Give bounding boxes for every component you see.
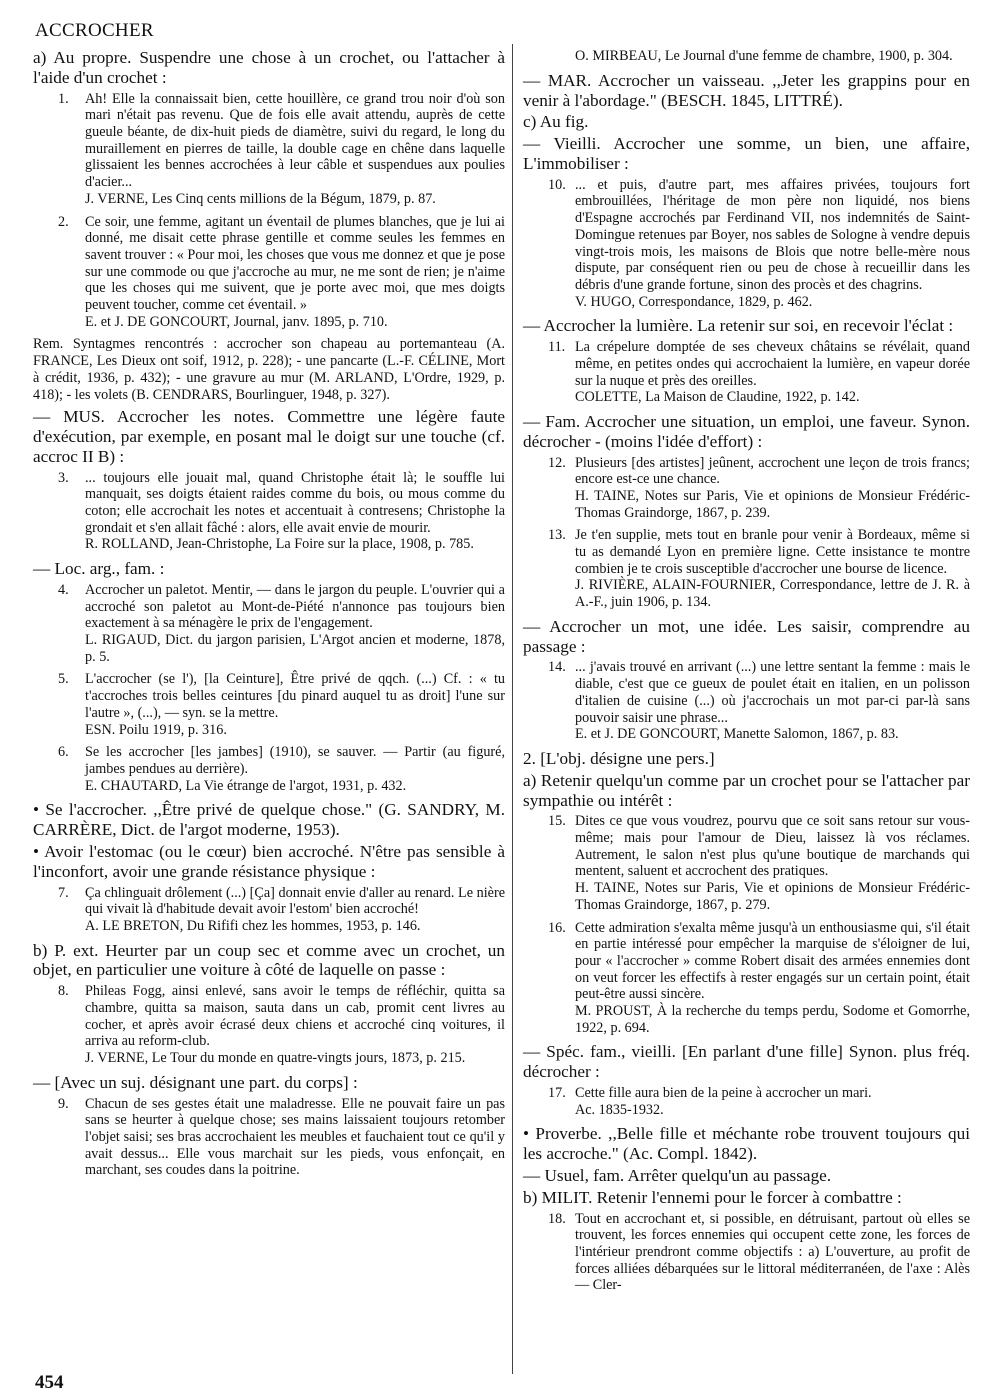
sense-paragraph: — Loc. arg., fam. : (33, 559, 165, 579)
example-text: Phileas Fogg, ainsi enlevé, sans avoir le temps de réfléchir, quitta sa chambre, quitta sa maison, sauta dans un cab, promit cent livres au cocher, et après avoir écrasé deux chiens et accroché cinq voitures, il arriva au reform-club. (85, 983, 505, 1050)
example-number: 17. (548, 1085, 566, 1102)
example-6 (33, 744, 505, 794)
example-source: A. LE BRETON, Du Rififi chez les hommes, 1953, p. 146. (85, 917, 421, 934)
example-15 (523, 813, 970, 913)
example-source: H. TAINE, Notes sur Paris, Vie et opinions de Monsieur Frédéric-Thomas Graindorge, 1867, p. 239. (575, 487, 970, 521)
example-source: L. RIGAUD, Dict. du jargon parisien, L'Argot ancien et moderne, 1878, p. 5. (85, 632, 505, 665)
example-text: Se les accrocher [les jambes] (1910), se sauver. — Partir (au figuré, jambes pendues au derrière). (85, 744, 505, 777)
example-number: 18. (548, 1210, 566, 1227)
example-number: 14. (548, 659, 566, 676)
example-text: Ah! Elle la connaissait bien, cette houillère, ce grand trou noir d'où son mari n'était pas revenu. Que de fois elle avait attendu, auprès de cette gueule béante, de dix-huit pieds de diamètre, suivi du regard, le long du muraillement en pierres de taille, la double cage en chêne dans laquelle glissaient les bennes accrochées à leur câble et suspendues aux poulies d'acier... (85, 90, 505, 191)
example-number: 10. (548, 176, 566, 193)
example-text: Dites ce que vous voudrez, pourvu que ce soit sans retour sur vous-même; mais pour l'amour de Dieu, laissez là vos réclames. Autrement, le salon n'est plus qu'une boutique de marchands qui mentent, saluent et accrochent des pratiques. (575, 813, 970, 880)
example-text: ... et puis, d'autre part, mes affaires privées, toujours fort embrouillées, l'héritage de mon père non liquidé, nos biens d'Espagne accrochés par Ferdinand VII, nos indemnités de Saint-Domingue retenues par Boyer, nos sables de Sologne à vendre depuis vingt-trois mois, les maisons de Blois que notre belle-mère nous dispute, par conséquent rien ou peu de chose à recueillir dans les débris d'une grande fortune, sinon des procès et des chagrins. (575, 176, 970, 293)
example-number: 12. (548, 454, 566, 471)
sense-paragraph: c) Au fig. (523, 112, 589, 132)
example-number: 7. (58, 884, 69, 901)
example-number: 2. (58, 213, 69, 230)
example-5 (33, 671, 505, 738)
sense-paragraph: — Accrocher la lumière. La retenir sur soi, en recevoir l'éclat : (523, 316, 954, 336)
sense-paragraph: — Vieilli. Accrocher une somme, un bien, une affaire, L'immobiliser : (523, 134, 970, 173)
sense-paragraph: a) Au propre. Suspendre une chose à un crochet, ou l'attacher à l'aide d'un crochet : (33, 48, 505, 87)
example-14 (523, 659, 970, 743)
example-source: M. PROUST, À la recherche du temps perdu, Sodome et Gomorrhe, 1922, p. 694. (575, 1003, 970, 1036)
example-2 (33, 214, 505, 331)
example-13 (523, 527, 970, 611)
example-text: ... j'avais trouvé en arrivant (...) une lettre sentant la femme : mais le diable, c'est que ce gueux de poulet était en italien, en un polisson d'italien de cuisine (...) où j'accrochais un mot par-ci par-là sans pouvoir saisir une phrase... (575, 659, 970, 726)
example-text: Je t'en supplie, mets tout en branle pour venir à Bordeaux, même si tu as demandé Lyon en première ligne. Cette insistance te montre combien je te crois susceptible d'accrocher une bourse de licence. (575, 527, 970, 577)
sense-paragraph: — MUS. Accrocher les notes. Commettre une légère faute d'exécution, par exemple, en posant mal le doigt sur une touche (cf. accroc II B) : (33, 407, 505, 466)
example-17 (523, 1085, 970, 1118)
left-column (33, 48, 505, 1185)
sense-paragraph: — Spéc. fam., vieilli. [En parlant d'une fille] Synon. plus fréq. décrocher : (523, 1042, 970, 1082)
example-number: 4. (58, 581, 69, 598)
example-number: 3. (58, 469, 69, 486)
example-source: J. VERNE, Les Cinq cents millions de la Bégum, 1879, p. 87. (85, 190, 436, 207)
example-number: 13. (548, 527, 566, 544)
example-source: E. et J. DE GONCOURT, Manette Salomon, 1867, p. 83. (575, 726, 899, 743)
example-number: 9. (58, 1095, 69, 1112)
page-headword: ACCROCHER (35, 20, 154, 41)
example-text: Cette admiration s'exalta même jusqu'à un enthousiasme qui, s'il était en partie intéressé pour empêcher la marquise de s'éloigner de lui, pour « l'accrocher » comme Robert disait des armées ennemies dont on veut forcer les effectifs à rester engagés sur un certain point, était peut-être aussi sincère. (575, 919, 970, 1003)
sense-paragraph: — Fam. Accrocher une situation, un emploi, une faveur. Synon. décrocher - (moins l'idée d'effort) : (523, 411, 970, 451)
example-number: 8. (58, 983, 69, 1000)
example-16 (523, 920, 970, 1037)
example-text: Chacun de ses gestes était une maladresse. Elle ne pouvait faire un pas sans se heurter à quelque chose; ses mains laissaient toujours retomber l'objet saisi; ses bras accrochaient les meubles et fauchaient tout ce qu'il y avait dessus... Elle vous marchait sur les pieds, vous enfonçait, en marchant, ses coudes dans la poitrine. (85, 1095, 505, 1179)
example-12 (523, 455, 970, 522)
example-source: V. HUGO, Correspondance, 1829, p. 462. (575, 293, 813, 310)
example-9 (33, 1096, 505, 1180)
example-text: Accrocher un paletot. Mentir, — dans le jargon du peuple. L'ouvrier qui a accroché son paletot au Mont-de-Piété n'annonce pas toujours bien exactement à sa ménagère le prix de l'engagement. (85, 581, 505, 632)
example-text: ... toujours elle jouait mal, quand Christophe était là; le souffle lui manquait, ses doigts étaient raides comme du bois, ou mous comme du coton; elle accrochait les notes et accentuait à contresens; Christophe la grondait et s'en allait fâché : alors, elle avait envie de mourir. (85, 469, 505, 536)
sense-paragraph: — [Avec un suj. désignant une part. du corps] : (33, 1072, 358, 1092)
example-number: 6. (58, 744, 69, 761)
example-4 (33, 582, 505, 666)
sense-paragraph: a) Retenir quelqu'un comme par un crochet pour se l'attacher par sympathie ou intérêt : (523, 770, 970, 810)
example-text: Cette fille aura bien de la peine à accrocher un mari. (575, 1085, 872, 1102)
example-11 (523, 339, 970, 406)
example-8 (33, 983, 505, 1067)
example-source: E. CHAUTARD, La Vie étrange de l'argot, 1931, p. 432. (85, 777, 407, 794)
example-source: Ac. 1835-1932. (575, 1101, 664, 1118)
example-3 (33, 470, 505, 554)
example-text: L'accrocher (se l'), [la Ceinture], Être privé de qqch. (...) Cf. : « tu t'accroches trois belles ceintures [du pinard auquel tu as droit] l'une sur l'autre », (...), — syn. se la mettre. (85, 671, 505, 721)
example-number: 5. (58, 671, 69, 688)
example-text: Ça chlinguait drôlement (...) [Ça] donnait envie d'aller au renard. Le nière qui vivait là d'habitude devait avoir l'estom' bien accroché! (85, 884, 505, 918)
example-number: 15. (548, 813, 566, 830)
example-7 (33, 885, 505, 935)
example-1 (33, 91, 505, 208)
sense-paragraph: • Avoir l'estomac (ou le cœur) bien accroché. N'être pas sensible à l'inconfort, avoir une grande résistance physique : (33, 841, 505, 881)
example-18 (523, 1211, 970, 1295)
sense-paragraph: b) P. ext. Heurter par un coup sec et comme avec un crochet, un objet, en particulier une voiture à côté de laquelle on passe : (33, 940, 505, 980)
example-10 (523, 177, 970, 311)
example-source: J. VERNE, Le Tour du monde en quatre-vingts jours, 1873, p. 215. (85, 1050, 466, 1067)
sense-paragraph: — Usuel, fam. Arrêter quelqu'un au passage. (523, 1166, 832, 1186)
sense-paragraph: • Se l'accrocher. ,,Être privé de quelque chose." (G. SANDRY, M. CARRÈRE, Dict. de l'argot moderne, 1953). (33, 800, 505, 840)
right-column (523, 48, 970, 1300)
sense-paragraph: — MAR. Accrocher un vaisseau. ,,Jeter les grappins pour en venir à l'abordage." (BESCH. 1845, LITTRÉ). (523, 70, 970, 110)
example-source: COLETTE, La Maison de Claudine, 1922, p. 142. (575, 389, 860, 406)
page-number: 454 (35, 1372, 64, 1393)
example-text: Tout en accrochant et, si possible, en détruisant, partout où elles se trouvent, les forces ennemies qui occupent cette zone, les forces de l'intérieur prendront comme objectifs : a) L'ouverture, au profit de forces alliées débarquées sur le littoral méditerranéen, de l'axe : Alès — Cler- (575, 1210, 970, 1294)
column-divider (512, 44, 513, 1374)
sense-paragraph: • Proverbe. ,,Belle fille et méchante robe trouvent toujours qui les accroche." (Ac. Compl. 1842). (523, 1124, 970, 1164)
example-number: 1. (58, 90, 69, 107)
example-text: La crépelure domptée de ses cheveux châtains se révélait, quand même, en petites ondes qui accrochaient la lumière, en vapeur dorée sur la nuque et près des oreilles. (575, 339, 970, 389)
example-source: J. RIVIÈRE, ALAIN-FOURNIER, Correspondance, lettre de J. R. à A.-F., juin 1906, p. 134. (575, 577, 970, 611)
example-source: R. ROLLAND, Jean-Christophe, La Foire sur la place, 1908, p. 785. (85, 536, 474, 553)
sense-paragraph: — Accrocher un mot, une idée. Les saisir, comprendre au passage : (523, 616, 970, 656)
remark-paragraph: Rem. Syntagmes rencontrés : accrocher son chapeau au portemanteau (A. FRANCE, Les Dieux ont soif, 1912, p. 228); - une pancarte (L.-F. CÉLINE, Mort à crédit, 1936, p. 432); - une gravure au mur (M. ARLAND, L'Ordre, 1929, p. 418); - les volets (B. CENDRARS, Bourlinguer, 1948, p. 327). (33, 336, 505, 403)
example-source: H. TAINE, Notes sur Paris, Vie et opinions de Monsieur Frédéric-Thomas Graindorge, 1867, p. 279. (575, 880, 970, 913)
example-text: Ce soir, une femme, agitant un éventail de plumes blanches, que je lui ai donné, me disait cette phrase gentille et comme seules les femmes en savent trouver : « Pour moi, les choses que vous me donnez et que je pose sur une commode ou que j'accroche au mur, ne me sont de rien; je n'aime que les choses qui me suivent, que je porte avec moi, que mes doigts peuvent toucher, comme cet éventail. » (85, 213, 506, 314)
sense-paragraph: 2. [L'obj. désigne une pers.] (523, 748, 715, 768)
example-number: 16. (548, 919, 566, 936)
sense-paragraph: b) MILIT. Retenir l'ennemi pour le forcer à combattre : (523, 1187, 902, 1207)
example-source: E. et J. DE GONCOURT, Journal, janv. 1895, p. 710. (85, 313, 388, 330)
example-number: 11. (548, 339, 566, 356)
example-source: ESN. Poilu 1919, p. 316. (85, 721, 227, 738)
citation-continuation: O. MIRBEAU, Le Journal d'une femme de chambre, 1900, p. 304. (575, 48, 953, 64)
example-text: Plusieurs [des artistes] jeûnent, accrochent une leçon de trois francs; encore est-ce une chance. (575, 454, 970, 488)
